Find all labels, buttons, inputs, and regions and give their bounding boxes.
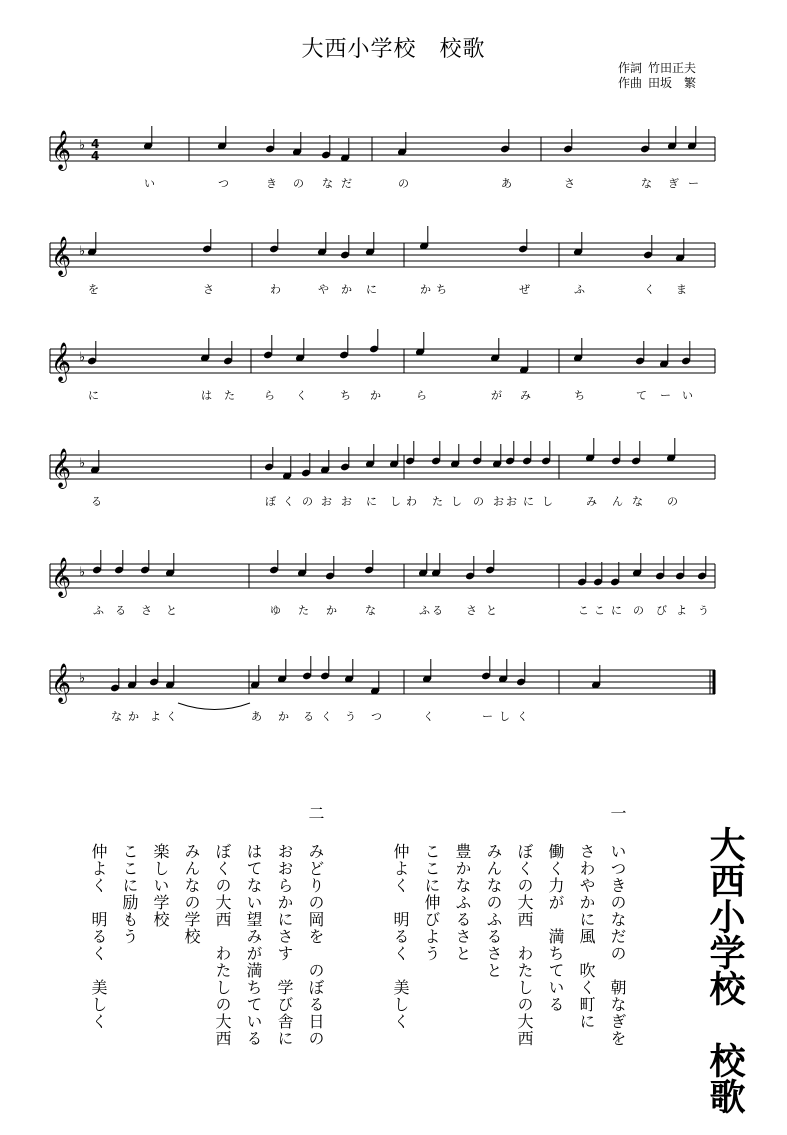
flat-key-signature-icon: ♭ xyxy=(79,671,86,686)
lyric-syllable: さ xyxy=(564,177,575,190)
verse-1-line: みんなのふるさと xyxy=(484,843,503,979)
lyric-syllable: ん xyxy=(612,495,623,508)
lyric-syllable: お xyxy=(506,495,517,508)
lyric-syllable: の xyxy=(398,177,409,190)
lyric-syllable: ら xyxy=(416,389,427,402)
lyric-syllable: つ xyxy=(371,710,382,723)
flat-key-signature-icon: ♭ xyxy=(79,244,86,259)
lyric-syllable: く xyxy=(166,710,177,723)
verse-2-line: おおらかにさす 学び舎に xyxy=(275,843,294,1047)
composer-name: 田坂 繁 xyxy=(648,76,697,90)
staff-system xyxy=(50,550,715,617)
lyricist-name: 竹田正夫 xyxy=(648,61,697,75)
lyric-syllable: な xyxy=(365,604,376,617)
lyric-syllable: い xyxy=(682,389,693,402)
lyric-syllable: つ xyxy=(218,177,229,190)
lyric-syllable: ー xyxy=(688,177,699,190)
lyric-syllable: に xyxy=(88,389,99,402)
lyric-syllable: ち xyxy=(340,389,351,402)
lyric-syllable: い xyxy=(144,177,155,190)
lyric-syllable: に xyxy=(366,495,377,508)
lyric-syllable: み xyxy=(520,389,531,402)
lyric-syllable: あ xyxy=(251,710,262,723)
staff-system xyxy=(50,656,715,723)
page-title: 大西小学校 校歌 xyxy=(301,37,486,62)
lyric-syllable: ら xyxy=(264,389,275,402)
vertical-title: 大西小学校 校歌 xyxy=(704,826,745,1114)
flat-key-signature-icon: ♭ xyxy=(79,138,86,153)
lyric-syllable: ー xyxy=(660,389,671,402)
lyric-syllable: た xyxy=(432,495,443,508)
treble-clef-icon: 𝄞 xyxy=(51,236,72,276)
lyric-syllable: さ xyxy=(466,604,477,617)
lyric-syllable: ぎ xyxy=(668,177,679,190)
verse-2-line: ここに励もう xyxy=(120,843,139,945)
verse-1-line: 仲よく 明るく 美しく xyxy=(391,843,410,1030)
lyric-syllable: く xyxy=(283,495,294,508)
lyric-syllable: ぼ xyxy=(265,495,276,508)
staff-system xyxy=(50,329,715,402)
verse-1-number: 一 xyxy=(608,805,627,822)
lyric-syllable: み xyxy=(586,495,597,508)
treble-clef-icon: 𝄞 xyxy=(51,342,72,382)
lyric-syllable: は xyxy=(201,389,212,402)
lyric-syllable: ゆ xyxy=(270,604,281,617)
treble-clef-icon: 𝄞 xyxy=(51,557,72,597)
lyric-syllable: う xyxy=(345,710,356,723)
lyric-syllable: と xyxy=(486,604,497,617)
lyric-syllable: ふ xyxy=(93,604,104,617)
lyric-syllable: し xyxy=(390,495,401,508)
lyric-syllable: の xyxy=(302,495,313,508)
lyric-syllable: ち xyxy=(574,389,585,402)
lyric-syllable: と xyxy=(166,604,177,617)
lyric-syllable: ま xyxy=(676,283,687,296)
lyric-syllable: だ xyxy=(341,177,352,190)
lyric-syllable: し xyxy=(499,710,510,723)
lyric-syllable: の xyxy=(293,177,304,190)
lyric-syllable: か xyxy=(326,604,337,617)
lyric-syllable: お xyxy=(321,495,332,508)
lyric-syllable: く xyxy=(423,710,434,723)
flat-key-signature-icon: ♭ xyxy=(79,456,86,471)
lyric-syllable: ぜ xyxy=(519,283,530,296)
staff-system xyxy=(50,226,715,296)
lyric-syllable: た xyxy=(298,604,309,617)
flat-key-signature-icon: ♭ xyxy=(79,565,86,580)
lyric-syllable: る xyxy=(91,495,102,508)
lyric-syllable: た xyxy=(224,389,235,402)
lyric-syllable: わ xyxy=(270,283,281,296)
lyric-syllable: る xyxy=(432,604,443,617)
lyric-syllable: や xyxy=(318,283,329,296)
verse-2-line: 楽しい学校 xyxy=(151,843,170,928)
lyric-syllable: か xyxy=(370,389,381,402)
lyric-syllable: く xyxy=(321,710,332,723)
verse-2-line: みんなの学校 xyxy=(182,843,201,945)
treble-clef-icon: 𝄞 xyxy=(51,448,72,488)
time-signature-bottom: 4 xyxy=(91,149,100,163)
staff-system xyxy=(50,438,715,508)
lyric-syllable: か xyxy=(341,283,352,296)
lyric-syllable: よ xyxy=(150,710,161,723)
lyric-syllable: か xyxy=(278,710,289,723)
lyric-syllable: く xyxy=(644,283,655,296)
lyric-syllable: な xyxy=(322,177,333,190)
verse-1-line: さわやかに風 吹く町に xyxy=(577,843,596,1030)
lyric-syllable: お xyxy=(341,495,352,508)
verse-1-line: 働く力が 満ちている xyxy=(546,843,565,1013)
lyric-syllable: が xyxy=(491,389,502,402)
lyric-syllable: ふ xyxy=(419,604,430,617)
lyric-syllable: な xyxy=(111,710,122,723)
lyric-syllable: ー xyxy=(482,710,493,723)
lyric-syllable: く xyxy=(517,710,528,723)
lyricist-label: 作詞 xyxy=(618,61,643,75)
lyric-syllable: る xyxy=(303,710,314,723)
verse-1-line: ぼくの大西 わたしの大西 xyxy=(515,843,534,1047)
lyric-syllable: な xyxy=(641,177,652,190)
lyric-syllable: し xyxy=(451,495,462,508)
treble-clef-icon: 𝄞 xyxy=(51,663,72,703)
verse-2-line: 仲よく 明るく 美しく xyxy=(89,843,108,1030)
lyric-syllable: さ xyxy=(203,283,214,296)
composer-label: 作曲 xyxy=(618,76,643,90)
time-signature-top: 4 xyxy=(91,137,100,151)
treble-clef-icon: 𝄞 xyxy=(51,130,72,170)
lyric-syllable: き xyxy=(266,177,277,190)
lyric-syllable: よ xyxy=(676,604,687,617)
lyric-syllable: こ xyxy=(578,604,589,617)
tie-slur xyxy=(178,703,250,710)
lyric-syllable: に xyxy=(366,283,377,296)
verse-2-line: ぼくの大西 わたしの大西 xyxy=(213,843,232,1047)
lyric-syllable: あ xyxy=(501,177,512,190)
lyric-syllable: お xyxy=(493,495,504,508)
verse-1-line: いつきのなだの 朝なぎを xyxy=(608,843,627,1047)
lyric-syllable: の xyxy=(473,495,484,508)
lyric-syllable: か xyxy=(420,283,431,296)
lyric-syllable: う xyxy=(698,604,709,617)
lyric-syllable: こ xyxy=(594,604,605,617)
lyric-syllable: ち xyxy=(436,283,447,296)
lyric-syllable: く xyxy=(296,389,307,402)
lyric-syllable: を xyxy=(88,283,99,296)
lyric-syllable: ふ xyxy=(574,283,585,296)
lyric-syllable: に xyxy=(523,495,534,508)
lyric-syllable: さ xyxy=(141,604,152,617)
verse-1-line: 豊かなふるさと xyxy=(453,843,472,962)
verse-2-number: 二 xyxy=(306,805,325,822)
lyric-syllable: わ xyxy=(406,495,417,508)
lyric-syllable: る xyxy=(115,604,126,617)
verse-1-line: ここに伸びよう xyxy=(422,843,441,962)
staff-system xyxy=(50,126,715,190)
lyric-syllable: か xyxy=(128,710,139,723)
flat-key-signature-icon: ♭ xyxy=(79,350,86,365)
lyric-syllable: に xyxy=(611,604,622,617)
verse-2-line: はてない望みが満ちている xyxy=(244,843,263,1047)
lyric-syllable: の xyxy=(633,604,644,617)
lyric-syllable: の xyxy=(667,495,678,508)
lyric-syllable: し xyxy=(542,495,553,508)
lyric-syllable: て xyxy=(636,389,647,402)
lyric-syllable: び xyxy=(656,604,667,617)
verse-2-line: みどりの岡を のぼる日の xyxy=(306,843,325,1047)
lyric-syllable: な xyxy=(632,495,643,508)
